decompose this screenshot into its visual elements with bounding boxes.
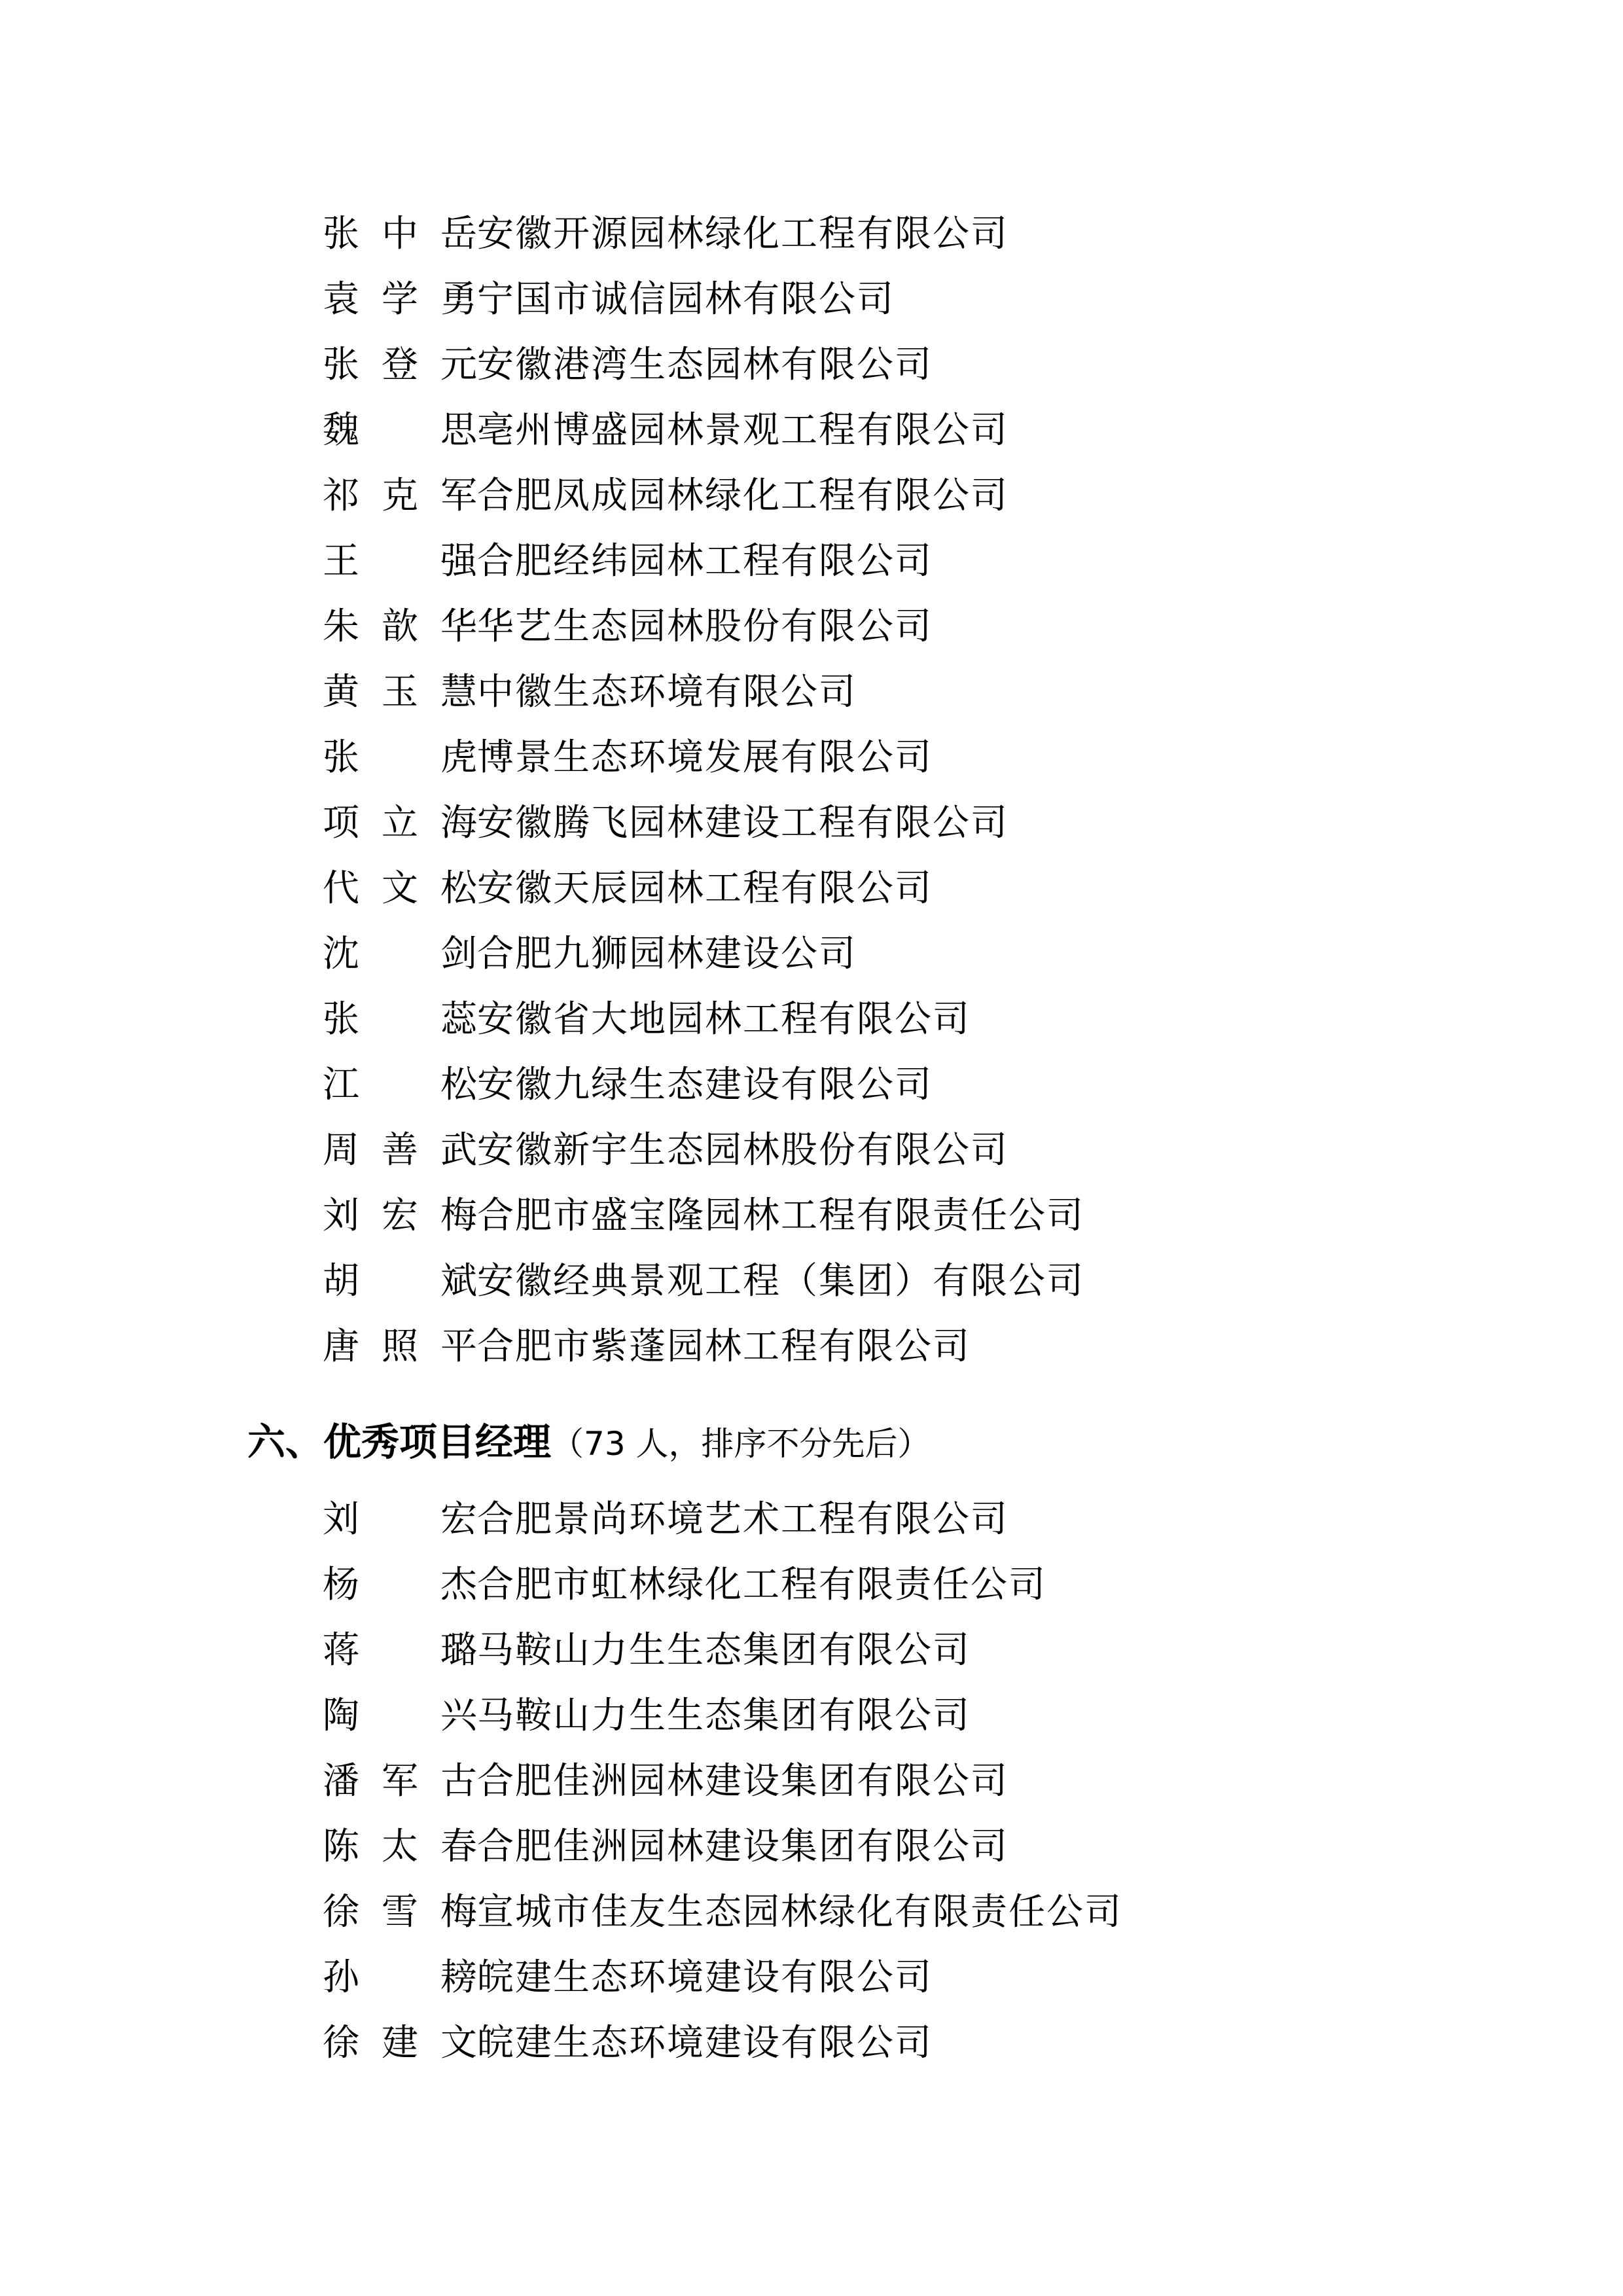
company-name: 皖建生态环境建设有限公司 (477, 1956, 933, 1999)
list-item (323, 1118, 1435, 1183)
list-item (323, 1314, 1435, 1380)
person-name: 刘宏 (323, 1498, 477, 1541)
company-name: 安徽天辰园林工程有限公司 (477, 867, 933, 910)
section-note: （73 人，排序不分先后） (551, 1425, 931, 1463)
person-name: 唐照平 (323, 1325, 477, 1368)
list-item (323, 1052, 1435, 1118)
company-name: 合肥九狮园林建设公司 (477, 933, 857, 975)
list-item (323, 1183, 1435, 1249)
company-name: 宁国市诚信园林有限公司 (477, 278, 895, 321)
awardee-list-part-2 (323, 1487, 1435, 2076)
person-name: 徐雪梅 (323, 1891, 477, 1933)
list-item (323, 332, 1435, 398)
company-name: 合肥市紫蓬园林工程有限公司 (477, 1325, 971, 1368)
person-name: 张登元 (323, 344, 477, 386)
company-name: 合肥佳洲园林建设集团有限公司 (477, 1760, 1008, 1803)
list-item (323, 202, 1435, 267)
person-name: 张中岳 (323, 213, 477, 255)
person-name: 陶兴 (323, 1695, 477, 1737)
person-name: 张蕊 (323, 998, 477, 1041)
section-title: 六、优秀项目经理 (247, 1420, 552, 1464)
company-name: 安徽经典景观工程（集团）有限公司 (477, 1260, 1084, 1302)
person-name: 刘宏梅 (323, 1194, 477, 1237)
person-name: 潘军古 (323, 1760, 477, 1803)
company-name: 合肥市盛宝隆园林工程有限责任公司 (477, 1194, 1084, 1237)
person-name: 周善武 (323, 1129, 477, 1172)
company-name: 安徽新宇生态园林股份有限公司 (477, 1129, 1008, 1172)
person-name: 沈剑 (323, 933, 477, 975)
company-name: 中徽生态环境有限公司 (477, 671, 857, 713)
company-name: 马鞍山力生生态集团有限公司 (477, 1695, 971, 1737)
list-item (323, 1487, 1435, 1552)
person-name: 王强 (323, 540, 477, 583)
list-item (323, 856, 1435, 922)
list-item (323, 725, 1435, 791)
list-item (323, 267, 1435, 332)
company-name: 亳州博盛园林景观工程有限公司 (477, 409, 1008, 452)
person-name: 魏思 (323, 409, 477, 452)
company-name: 合肥经纬园林工程有限公司 (477, 540, 933, 583)
company-name: 博景生态环境发展有限公司 (477, 736, 933, 779)
list-item (323, 1814, 1435, 1880)
person-name: 徐建文 (323, 2022, 477, 2064)
person-name: 陈太春 (323, 1825, 477, 1868)
company-name: 宣城市佳友生态园林绿化有限责任公司 (477, 1891, 1122, 1933)
person-name: 朱歆华 (323, 605, 477, 648)
person-name: 孙耪 (323, 1956, 477, 1999)
company-name: 华艺生态园林股份有限公司 (477, 605, 933, 648)
company-name: 安徽港湾生态园林有限公司 (477, 344, 933, 386)
list-item (323, 922, 1435, 987)
person-name: 黄玉慧 (323, 671, 477, 713)
list-item (323, 660, 1435, 725)
person-name: 张虎 (323, 736, 477, 779)
company-name: 安徽省大地园林工程有限公司 (477, 998, 971, 1041)
person-name: 代文松 (323, 867, 477, 910)
person-name: 祁克军 (323, 475, 477, 517)
list-item (323, 1880, 1435, 1945)
company-name: 安徽腾飞园林建设工程有限公司 (477, 802, 1008, 844)
list-item (323, 1683, 1435, 1749)
list-item (323, 987, 1435, 1052)
section-heading (247, 1406, 931, 1478)
list-item (323, 1249, 1435, 1314)
company-name: 合肥景尚环境艺术工程有限公司 (477, 1498, 1008, 1541)
company-name: 安徽九绿生态建设有限公司 (477, 1064, 933, 1106)
list-item (323, 2011, 1435, 2076)
person-name: 袁学勇 (323, 278, 477, 321)
company-name: 合肥凤成园林绿化工程有限公司 (477, 475, 1008, 517)
company-name: 皖建生态环境建设有限公司 (477, 2022, 933, 2064)
list-item (323, 529, 1435, 594)
list-item (323, 398, 1435, 463)
company-name: 合肥佳洲园林建设集团有限公司 (477, 1825, 1008, 1868)
company-name: 马鞍山力生生态集团有限公司 (477, 1629, 971, 1672)
company-name: 合肥市虹林绿化工程有限责任公司 (477, 1564, 1046, 1606)
list-item (323, 791, 1435, 856)
awardee-list-part-1 (323, 202, 1435, 1380)
person-name: 杨杰 (323, 1564, 477, 1606)
company-name: 安徽开源园林绿化工程有限公司 (477, 213, 1008, 255)
list-item (323, 463, 1435, 529)
person-name: 项立海 (323, 802, 477, 844)
list-item (323, 1945, 1435, 2011)
person-name: 蒋璐 (323, 1629, 477, 1672)
list-item (323, 1552, 1435, 1618)
person-name: 胡斌 (323, 1260, 477, 1302)
list-item (323, 1618, 1435, 1683)
person-name: 江松 (323, 1064, 477, 1106)
list-item (323, 1749, 1435, 1814)
list-item (323, 594, 1435, 660)
